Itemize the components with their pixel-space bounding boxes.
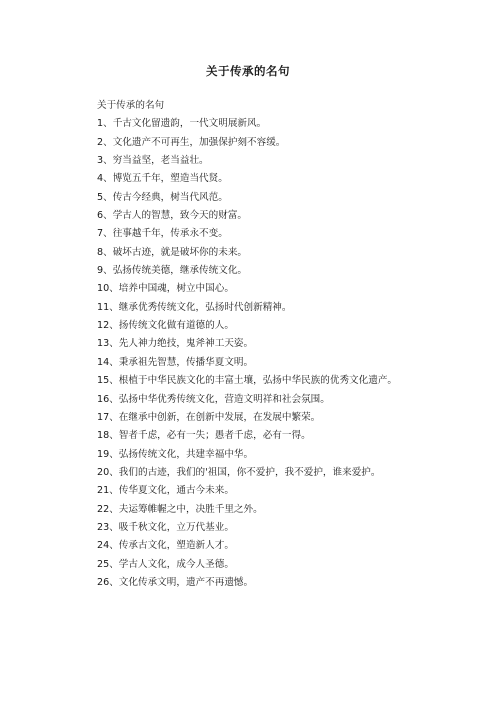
- quote-item: 11、继承优秀传统文化，弘扬时代创新精神。: [97, 301, 292, 313]
- quote-item: 9、弘扬传统美德，继承传统文化。: [97, 265, 248, 277]
- document-title: 关于传承的名句: [206, 64, 290, 78]
- quote-list: [77, 115, 447, 592]
- quote-item: 23、吸千秋文化，立万代基业。: [97, 521, 234, 533]
- quote-item: 26、文化传承文明，遗产不再遗憾。: [97, 576, 254, 588]
- quote-item: 6、学古人的智慧，致今天的财富。: [97, 210, 248, 222]
- quote-item: 7、往事越千年，传承永不变。: [97, 228, 228, 240]
- quote-item: 24、传承古文化，塑造新人才。: [97, 540, 234, 552]
- quote-item: 3、穷当益坚，老当益壮。: [97, 155, 209, 167]
- quote-item: 17、在继承中创新，在创新中发展，在发展中繁荣。: [97, 411, 321, 423]
- document-body: [77, 97, 447, 592]
- quote-item: 16、弘扬中华优秀传统文化，营造文明祥和社会氛围。: [97, 393, 330, 405]
- quote-item: 10、培养中国魂，树立中国心。: [97, 283, 234, 295]
- document-subtitle: 关于传承的名句: [97, 100, 165, 111]
- quote-item: 1、千古文化留遗韵，一代文明展新风。: [97, 118, 267, 130]
- quote-item: 19、弘扬传统文化，共建幸福中华。: [97, 448, 254, 460]
- quote-item: 12、扬传统文化做有道德的人。: [97, 320, 234, 332]
- quote-item: 5、传古今经典，树当代风范。: [97, 191, 228, 203]
- quote-item: 13、先人神力绝技，鬼斧神工天姿。: [97, 338, 254, 350]
- quote-item: 2、文化遗产不可再生，加强保护刻不容缓。: [97, 136, 286, 148]
- quote-item: 8、破坏古迹，就是破坏你的未来。: [97, 246, 248, 258]
- quote-item: 18、智者千虑，必有一失；愚者千虑，必有一得。: [97, 430, 311, 442]
- quote-item: 4、博览五千年，塑造当代贤。: [97, 173, 228, 185]
- quote-item: 22、夫运筹帷幄之中，决胜千里之外。: [97, 503, 263, 515]
- quote-item: 25、学古人文化，成今人圣德。: [97, 558, 234, 570]
- quote-item: 15、根植于中华民族文化的丰富土壤，弘扬中华民族的优秀文化遗产。: [97, 375, 398, 387]
- quote-item: 14、秉承祖先智慧，传播华夏文明。: [97, 356, 254, 368]
- quote-item: 21、传华夏文化，通古今未来。: [97, 485, 234, 497]
- quote-item: 20、我们的古迹，我们的'祖国，你不爱护，我不爱护，谁来爱护。: [97, 466, 381, 478]
